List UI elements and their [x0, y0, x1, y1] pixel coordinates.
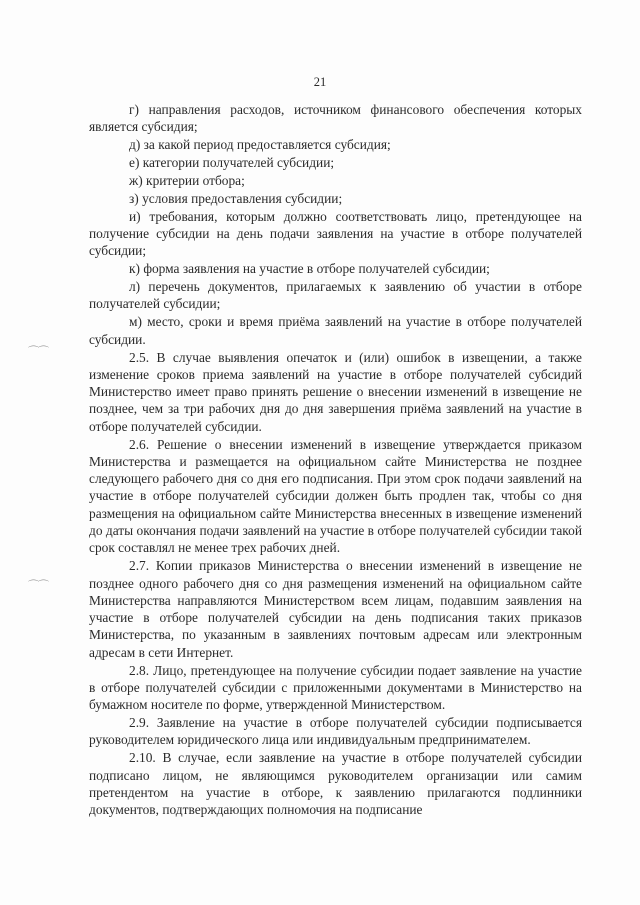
margin-mark: ⌒⌒ — [28, 579, 48, 592]
clause-2-7: 2.7. Копии приказов Министерства о внесении изменений в извещение не позднее одного рабочего дня со дня размещения изменений на официальном сайте Министерства направляются Министерством всем лицам, подавшим заявления на участие в отборе получателей субсидии на день подписания таких приказов Министерства, по указанным в заявлениях почтовым адресам или электронным адресам в сети Интернет. — [89, 558, 582, 660]
document-body — [89, 101, 582, 819]
list-item-g: г) направления расходов, источником финансового обеспечения которых является субсидия; — [89, 102, 582, 135]
list-item-e: е) категории получателей субсидии; — [129, 155, 335, 171]
list-item-k: к) форма заявления на участие в отборе получателей субсидии; — [129, 261, 490, 277]
page-number: 21 — [313, 75, 327, 89]
clause-2-6: 2.6. Решение о внесении изменений в извещение утверждается приказом Министерства и размещается на официальном сайте Министерства не позднее следующего рабочего дня со дня его подписания. При этом срок подачи заявлений на участие в отборе получателей субсидии должен быть продлен так, чтобы со дня размещения на официальном сайте Министерства внесенных в извещение изменений до даты окончания подачи заявлений на участие в отборе получателей субсидии такой срок составлял не менее трех рабочих дней. — [89, 436, 582, 556]
list-item-i: и) требования, которым должно соответствовать лицо, претендующее на получение субсидии на день подачи заявления на участие в отборе получателей субсидии; — [89, 208, 582, 259]
list-item-l: л) перечень документов, прилагаемых к заявлению об участии в отборе получателей субсидии; — [89, 279, 582, 312]
clause-2-10: 2.10. В случае, если заявление на участие в отборе получателей субсидии подписано лицом, не являющимся руководителем организации или самим претендентом на участие в отборе, к заявлению прилагаются подлинники документов, подтверждающих полномочия на подписание — [89, 750, 582, 818]
list-item-d: д) за какой период предоставляется субсидия; — [129, 137, 391, 153]
margin-mark: ⌒⌒ — [28, 345, 48, 358]
clause-2-9: 2.9. Заявление на участие в отборе получателей субсидии подписывается руководителем юридического лица или индивидуальным предпринимателем. — [89, 715, 582, 748]
clause-2-5: 2.5. В случае выявления опечаток и (или) ошибок в извещении, а также изменение сроков приема заявлений на участие в отборе получателей субсидий Министерство имеет право принять решение о внесении изменений в извещение не позднее, чем за три рабочих дня до дня завершения приёма заявлений на участие в отборе получателей субсидии. — [89, 349, 582, 434]
clause-2-8: 2.8. Лицо, претендующее на получение субсидии подает заявление на участие в отборе получателей субсидии с приложенными документами в Министерство на бумажном носителе по форме, утвержденной Министерством. — [89, 662, 582, 713]
list-item-zh: ж) критерии отбора; — [129, 172, 245, 188]
list-item-z: з) условия предоставления субсидии; — [129, 190, 343, 206]
list-item-m: м) место, сроки и время приёма заявлений на участие в отборе получателей субсидии. — [89, 314, 582, 347]
